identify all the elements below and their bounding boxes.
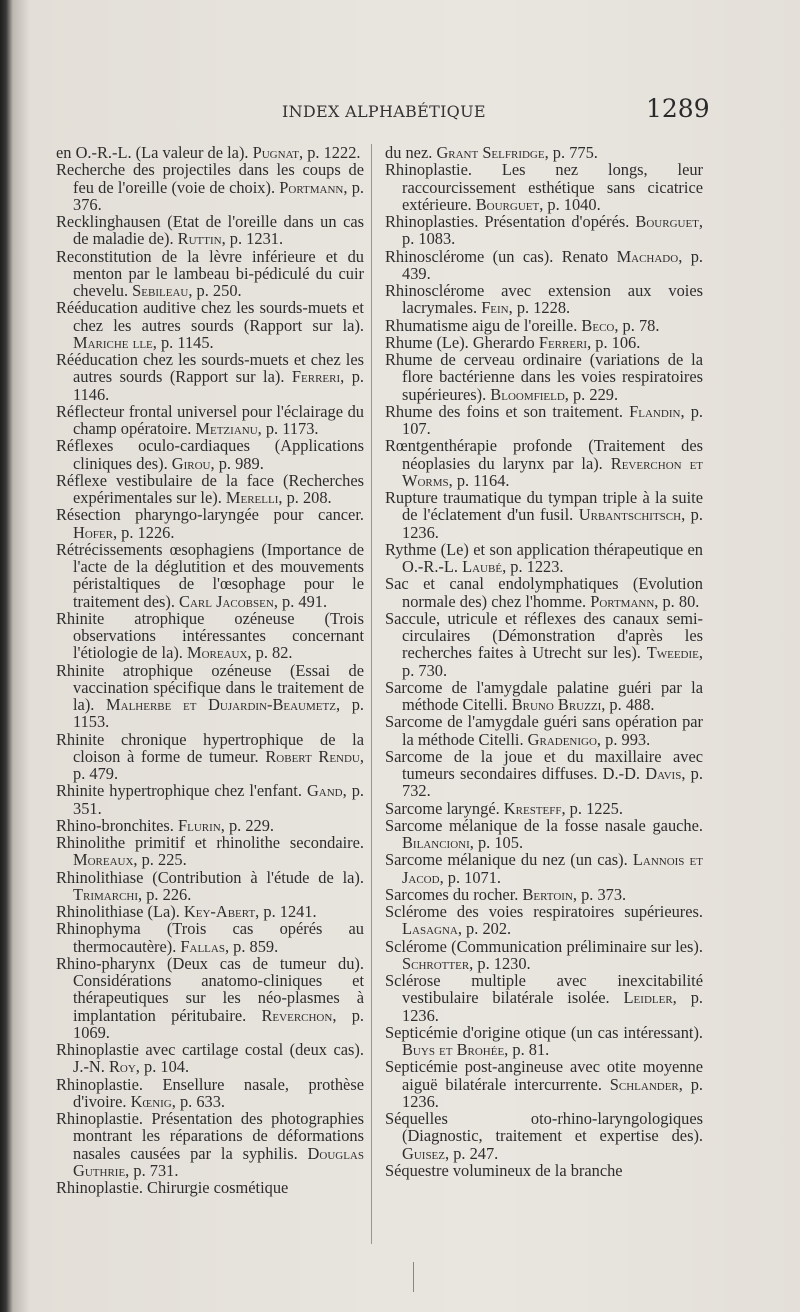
entry-page-ref: , p. 373. bbox=[572, 884, 627, 904]
entry-page-ref: , p. 82. bbox=[247, 643, 293, 663]
entry-text: Rhume de cerveau ordinaire (variations de la flore bactérienne dans les voies respiratoires supérieures). bbox=[385, 350, 703, 404]
entry-text: Sarcome mélanique du nez (un cas). bbox=[385, 850, 633, 870]
entry-author: Guisez bbox=[402, 1143, 445, 1163]
entry-page-ref: , p. 731. bbox=[125, 1160, 179, 1180]
index-entry bbox=[385, 938, 703, 973]
entry-text: Sclérose multiple avec inexcitabilité vestibulaire bilatérale isolée. bbox=[385, 971, 703, 1008]
entry-author: Roy bbox=[108, 1057, 136, 1077]
entry-text: Séquelles oto-rhino-laryngologiques (Diagnostic, traitement et expertise des). bbox=[385, 1109, 703, 1146]
entry-text: Sarcome laryngé. bbox=[385, 798, 504, 818]
entry-author: Machado bbox=[616, 246, 679, 266]
entry-author: Carl Jacobsen bbox=[179, 591, 274, 611]
entry-author: Beco bbox=[581, 315, 615, 335]
entry-page-ref: , p. 107. bbox=[402, 401, 703, 438]
entry-author: Fallas bbox=[180, 936, 225, 956]
entry-author: Bloomfield bbox=[490, 384, 565, 404]
index-entry bbox=[385, 282, 703, 317]
entry-page-ref: , p. 1146. bbox=[73, 367, 364, 404]
entry-text: Septicémie d'origine otique (un cas intéressant). bbox=[385, 1022, 703, 1042]
entry-text: Rhinoplastie avec cartilage costal (deux cas). J.-N. bbox=[56, 1040, 364, 1077]
entry-page-ref: , p. 633. bbox=[171, 1091, 226, 1111]
entry-text: Rhinoplastie. Ensellure nasale, prothèse d'ivoire. bbox=[56, 1074, 364, 1111]
entry-text: Réflexes oculo-cardiaques (Applications cliniques des). bbox=[56, 436, 364, 473]
entry-page-ref: , p. 1225. bbox=[561, 798, 623, 818]
entry-page-ref: , p. 1069. bbox=[73, 1005, 364, 1042]
column-divider bbox=[371, 144, 372, 1244]
entry-page-ref: , p. 351. bbox=[73, 781, 364, 818]
entry-author: Grant Selfridge bbox=[436, 143, 545, 162]
scan-mark bbox=[413, 1262, 414, 1292]
entry-page-ref: , p. 208. bbox=[278, 488, 332, 507]
entry-text: Rhinolithiase (La). bbox=[56, 902, 184, 921]
entry-page-ref: , p. 1236. bbox=[402, 988, 703, 1025]
entry-page-ref: , p. 105. bbox=[469, 833, 524, 852]
entry-text: Sarcomes du rocher. bbox=[385, 884, 523, 904]
entry-page-ref: , p. 479. bbox=[73, 746, 364, 783]
entry-text: Résection pharyngo-laryngée pour cancer. bbox=[56, 505, 364, 525]
entry-text: Rhume des foins et son traitement. bbox=[385, 401, 630, 421]
entry-text: Rhinoplastie. Chirurgie cosmétique bbox=[56, 1178, 289, 1197]
page-number: 1289 bbox=[646, 94, 710, 123]
entry-text: Rhinosclérome (un cas). Renato bbox=[385, 246, 617, 266]
index-entry bbox=[385, 1058, 703, 1110]
index-entry bbox=[56, 351, 364, 403]
index-entry bbox=[56, 610, 364, 662]
entry-page-ref: , p. 1153. bbox=[73, 695, 364, 732]
entry-author: Reverchon et Worms bbox=[402, 453, 704, 490]
entry-text: Saccule, utricule et réflexes des canaux semi-circulaires (Démonstration d'après les recherches faites à Utrecht sur les). bbox=[385, 608, 703, 663]
index-entry bbox=[385, 713, 703, 748]
index-entry bbox=[385, 351, 703, 403]
index-entry bbox=[385, 817, 703, 852]
index-entry bbox=[56, 144, 364, 161]
entry-author: Schlander bbox=[609, 1074, 679, 1094]
entry-text: Rhinosclérome avec extension aux voies lacrymales. bbox=[385, 281, 703, 318]
index-column-right bbox=[385, 144, 703, 1179]
entry-author: Kresteff bbox=[503, 798, 562, 818]
entry-author: Portmann bbox=[279, 177, 344, 197]
entry-page-ref: , p. 229. bbox=[220, 815, 275, 835]
entry-author: Metzianu bbox=[195, 419, 258, 438]
entry-text: Rhinolithiase (Contribution à l'étude de la). bbox=[56, 867, 364, 887]
entry-page-ref: , p. 491. bbox=[273, 591, 328, 611]
entry-page-ref: , p. 1230. bbox=[469, 953, 531, 973]
entry-author: Gradenigo bbox=[527, 729, 597, 749]
entry-page-ref: , p. 1071. bbox=[439, 867, 502, 887]
index-entry bbox=[56, 869, 364, 904]
entry-author: Merelli bbox=[225, 488, 279, 507]
index-entry bbox=[56, 472, 364, 507]
entry-page-ref: , p. 488. bbox=[601, 695, 655, 714]
entry-text: Réflecteur frontal universel pour l'éclairage du champ opératoire. bbox=[56, 401, 364, 438]
entry-page-ref: , p. 1228. bbox=[508, 298, 571, 318]
entry-page-ref: , p. 80. bbox=[654, 591, 700, 611]
entry-author: Davis bbox=[645, 764, 682, 783]
entry-author: Laubé bbox=[462, 557, 503, 576]
entry-author: Sebileau bbox=[132, 281, 189, 300]
entry-author: Girou bbox=[171, 453, 211, 473]
entry-author: Flandin bbox=[629, 401, 681, 421]
index-entry bbox=[56, 662, 364, 731]
entry-text: Sarcome de la joue et du maxillaire avec tumeurs secondaires diffuses. D.-D. bbox=[385, 746, 703, 783]
entry-text: Rétrécissements œsophagiens (Importance de l'acte de la déglutition et des mouvements péristaltiques de l'œsophage pour le traitement des). bbox=[56, 539, 364, 611]
entry-text: Sarcome de l'amygdale guéri sans opération par la méthode Citelli. bbox=[385, 712, 703, 749]
entry-author: Kœnig bbox=[130, 1091, 172, 1111]
entry-page-ref: , p. 225. bbox=[133, 850, 187, 870]
entry-author: Mariche lle bbox=[73, 332, 153, 352]
index-entry bbox=[56, 1076, 364, 1111]
index-entry bbox=[385, 1024, 703, 1059]
entry-page-ref: , p. 81. bbox=[504, 1040, 550, 1059]
entry-text: Rhinoplastie. Présentation des photographies montrant les réparations de déformations nasales causées par la syphilis. bbox=[56, 1109, 364, 1163]
entry-text: Sclérome (Communication préliminaire sur les). bbox=[385, 936, 703, 956]
entry-author: Tweedie bbox=[646, 643, 699, 663]
entry-text: Séquestre volumineux de la branche bbox=[385, 1160, 623, 1180]
entry-page-ref: , p. 732. bbox=[402, 764, 703, 801]
index-entry bbox=[385, 248, 703, 283]
entry-author: Malherbe et Dujardin-Beaumetz bbox=[106, 695, 336, 714]
entry-text: Sclérome des voies respiratoires supérieures. bbox=[385, 902, 703, 921]
entry-text: Rhinoplasties. Présentation d'opérés. bbox=[385, 212, 636, 231]
index-entry bbox=[385, 437, 703, 489]
index-entry bbox=[56, 920, 364, 955]
index-entry bbox=[56, 506, 364, 541]
index-entry bbox=[56, 955, 364, 1041]
entry-page-ref: , p. 1222. bbox=[299, 143, 361, 162]
entry-author: Moreaux bbox=[187, 643, 248, 663]
index-entry bbox=[56, 213, 364, 248]
entry-author: Bilancioni bbox=[402, 833, 470, 852]
entry-author: Lannois et Jacod bbox=[402, 850, 703, 887]
entry-page-ref: , p. 229. bbox=[564, 384, 619, 404]
entry-text: Rhume (Le). Gherardo bbox=[385, 332, 539, 352]
index-column-left bbox=[56, 144, 364, 1196]
entry-text: Rhino-pharynx (Deux cas de tumeur du). Considérations anatomo-cliniques et thérapeutiques sur les néo-plasmes à implantation péritubaire. bbox=[56, 953, 364, 1025]
entry-page-ref: , p. 1226. bbox=[112, 522, 175, 542]
index-entry bbox=[385, 800, 703, 817]
entry-page-ref: , p. 202. bbox=[457, 919, 512, 939]
entry-text: Rhumatisme aigu de l'oreille. bbox=[385, 315, 582, 335]
index-entry bbox=[385, 575, 703, 610]
index-entry bbox=[385, 334, 703, 351]
entry-page-ref: , p. 104. bbox=[135, 1057, 190, 1077]
entry-page-ref: , p. 439. bbox=[402, 246, 703, 283]
entry-text: Rupture traumatique du tympan triple à la suite de l'éclatement d'un fusil. bbox=[385, 488, 703, 525]
entry-author: Bertoin bbox=[522, 884, 573, 904]
entry-author: Bruno Bruzzi bbox=[511, 695, 602, 714]
entry-text: Reconstitution de la lèvre inférieure et du menton par le lambeau bi-pédiculé du cuir chevelu. bbox=[56, 246, 364, 300]
entry-author: Flurin bbox=[178, 815, 221, 835]
entry-page-ref: , p. 1236. bbox=[402, 1074, 703, 1111]
entry-text: Rhinite chronique hypertrophique de la cloison à forme de tumeur. bbox=[56, 729, 364, 766]
entry-page-ref: , p. 376. bbox=[73, 177, 364, 214]
index-entry bbox=[385, 1110, 703, 1162]
entry-page-ref: , p. 775. bbox=[544, 143, 598, 162]
entry-page-ref: , p. 78. bbox=[614, 315, 660, 335]
index-entry bbox=[56, 834, 364, 869]
entry-text: Rhinite atrophique ozéneuse (Essai de vaccination spécifique dans le traitement de la). bbox=[56, 660, 364, 714]
entry-page-ref: , p. 993. bbox=[596, 729, 651, 749]
index-entry bbox=[385, 972, 703, 1024]
entry-text: Recklinghausen (Etat de l'oreille dans un cas de maladie de). bbox=[56, 212, 364, 249]
index-entry bbox=[385, 903, 703, 938]
entry-page-ref: , p. 1145. bbox=[152, 332, 214, 352]
page-header bbox=[0, 92, 800, 132]
entry-text: Rœntgenthérapie profonde (Traitement des néoplasies du larynx par la). bbox=[385, 436, 703, 473]
index-entry bbox=[56, 903, 364, 920]
entry-text: Rééducation auditive chez les sourds-muets et chez les autres sourds (Rapport sur la). bbox=[56, 298, 364, 335]
entry-text: Rhinite atrophique ozéneuse (Trois observations intéressantes concernant l'étiologie de la). bbox=[56, 608, 364, 663]
entry-author: Ruttin bbox=[177, 229, 222, 249]
index-entry bbox=[56, 782, 364, 817]
index-entry bbox=[385, 1162, 703, 1179]
entry-author: Ferreri bbox=[538, 332, 588, 352]
entry-author: Trimarchi bbox=[73, 884, 139, 904]
index-entry bbox=[56, 1179, 364, 1196]
entry-page-ref: , p. 989. bbox=[210, 453, 264, 473]
index-entry bbox=[56, 1041, 364, 1076]
entry-text: Rhinolithe primitif et rhinolithe secondaire. bbox=[56, 833, 364, 852]
entry-author: Gand bbox=[306, 781, 343, 801]
entry-author: Reverchon bbox=[261, 1005, 333, 1025]
index-entry bbox=[385, 489, 703, 541]
entry-author: Key-Abert bbox=[183, 902, 256, 921]
index-entry bbox=[385, 541, 703, 576]
entry-author: Bourguet bbox=[635, 212, 699, 231]
entry-page-ref: , p. 859. bbox=[224, 936, 279, 956]
index-entry bbox=[56, 437, 364, 472]
index-entry bbox=[56, 403, 364, 438]
entry-text: Rythme (Le) et son application thérapeutique en O.-R.-L. bbox=[385, 539, 703, 576]
index-entry bbox=[385, 748, 703, 800]
index-entry bbox=[385, 144, 703, 161]
entry-author: Bourguet bbox=[475, 194, 540, 214]
index-entry bbox=[385, 403, 703, 438]
entry-page-ref: , p. 1040. bbox=[539, 194, 601, 214]
entry-text: Sac et canal endolymphatiques (Evolution normale des) chez l'homme. bbox=[385, 574, 703, 611]
entry-author: Pugnat bbox=[252, 143, 300, 162]
entry-page-ref: , p. 1236. bbox=[402, 505, 703, 542]
entry-text: Sarcome de l'amygdale palatine guéri par la méthode Citelli. bbox=[385, 677, 703, 714]
index-entry bbox=[385, 161, 703, 213]
entry-text: du nez. bbox=[385, 143, 437, 162]
index-entry bbox=[385, 851, 703, 886]
index-entry bbox=[56, 817, 364, 834]
entry-text: Recherche des projectiles dans les coups de feu de l'oreille (voie de choix). bbox=[56, 160, 364, 197]
index-entry bbox=[385, 317, 703, 334]
entry-author: Fein bbox=[481, 298, 509, 318]
entry-page-ref: , p. 250. bbox=[188, 281, 242, 300]
entry-text: Septicémie post-angineuse avec otite moyenne aiguë bilatérale intercurrente. bbox=[385, 1057, 703, 1094]
index-entry bbox=[385, 213, 703, 248]
entry-text: Rhinoplastie. Les nez longs, leur raccourcissement esthétique sans cicatrice extérieure. bbox=[385, 160, 703, 214]
running-title: INDEX ALPHABÉTIQUE bbox=[282, 102, 486, 121]
entry-page-ref: , p. 1173. bbox=[257, 419, 319, 438]
entry-text: Sarcome mélanique de la fosse nasale gauche. bbox=[385, 815, 703, 835]
index-entry bbox=[56, 731, 364, 783]
entry-page-ref: , p. 1223. bbox=[502, 557, 564, 576]
index-entry bbox=[56, 299, 364, 351]
entry-author: Moreaux bbox=[73, 850, 134, 870]
entry-author: Schrotter bbox=[402, 953, 470, 973]
index-entry bbox=[385, 679, 703, 714]
entry-page-ref: , p. 247. bbox=[445, 1143, 499, 1163]
entry-text: Réflexe vestibulaire de la face (Recherches expérimentales sur le). bbox=[56, 470, 364, 507]
entry-text: Rhinophyma (Trois cas opérés au thermocautère). bbox=[56, 919, 364, 956]
index-entry bbox=[56, 248, 364, 300]
entry-page-ref: , p. 1231. bbox=[221, 229, 284, 249]
entry-author: Hofer bbox=[73, 522, 113, 542]
entry-text: Rhinite hypertrophique chez l'enfant. bbox=[56, 781, 307, 801]
entry-author: Buys et Brohée bbox=[402, 1040, 505, 1059]
entry-author: Leidler bbox=[623, 988, 673, 1008]
entry-author: Ferreri bbox=[291, 367, 341, 387]
index-entry bbox=[56, 1110, 364, 1179]
index-entry bbox=[56, 541, 364, 610]
entry-author: Urbantschitsch bbox=[578, 505, 682, 525]
entry-author: Portmann bbox=[590, 591, 655, 611]
entry-author: Lasagna bbox=[402, 919, 458, 939]
entry-text: Rhino-bronchites. bbox=[56, 815, 179, 835]
entry-author: Douglas Guthrie bbox=[73, 1143, 364, 1180]
entry-text: Rééducation chez les sourds-muets et chez les autres sourds (Rapport sur la). bbox=[56, 350, 364, 387]
entry-page-ref: , p. 1083. bbox=[402, 212, 703, 249]
entry-author: Robert Rendu bbox=[265, 746, 360, 766]
index-entry bbox=[385, 886, 703, 903]
index-entry bbox=[385, 610, 703, 679]
entry-page-ref: , p. 730. bbox=[402, 643, 703, 680]
entry-page-ref: , p. 106. bbox=[587, 332, 641, 352]
entry-page-ref: , p. 1164. bbox=[448, 470, 510, 490]
index-entry bbox=[56, 161, 364, 213]
entry-page-ref: , p. 226. bbox=[138, 884, 192, 904]
entry-text: en O.-R.-L. (La valeur de la). bbox=[56, 143, 253, 162]
entry-page-ref: , p. 1241. bbox=[255, 902, 317, 921]
